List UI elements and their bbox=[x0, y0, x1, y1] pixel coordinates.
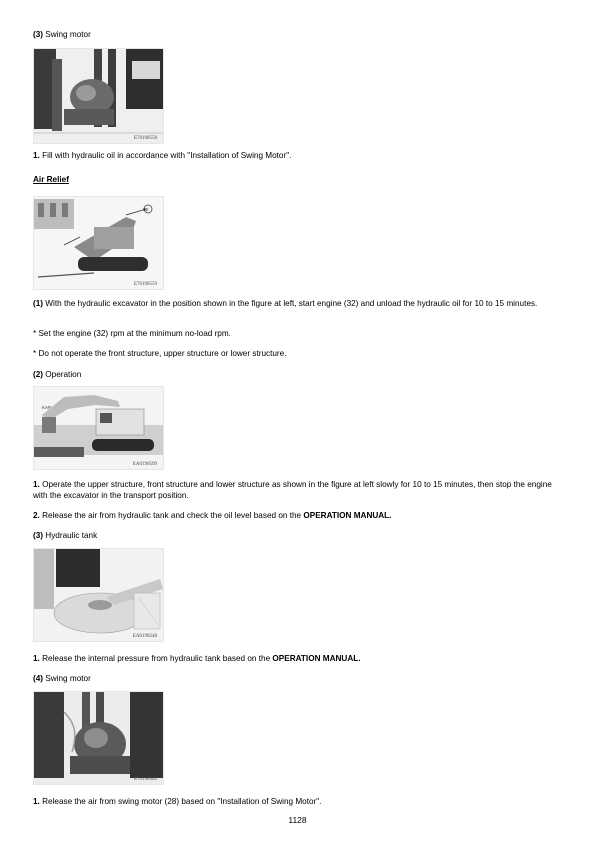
figure-caption: E70190562 bbox=[133, 777, 157, 782]
step-text: 1. Fill with hydraulic oil in accordance with "Installation of Swing Motor". bbox=[33, 151, 292, 160]
figure-caption: EA0190248 bbox=[132, 634, 157, 639]
note-text: * Do not operate the front structure, upper structure or lower structure. bbox=[33, 349, 287, 358]
callout-32: 32 bbox=[143, 207, 149, 212]
page-number: 1128 bbox=[288, 815, 307, 825]
step-text: 1. Operate the upper structure, front structure and lower structure as shown in the figure at left slowly for 10 to 15 minutes, then stop the engine with the excavator in the transport position. bbox=[33, 480, 552, 500]
step-text: (1) With the hydraulic excavator in the position shown in the figure at left, start engine (32) and unload the hydraulic oil for 10 to 15 minutes. bbox=[33, 299, 538, 308]
excavator-operation-photo bbox=[33, 386, 164, 470]
figure-caption: EA0190599 bbox=[132, 462, 157, 467]
section-heading: (2) Operation bbox=[33, 370, 82, 379]
swing-motor-photo bbox=[33, 48, 164, 144]
section-heading: (3) Hydraulic tank bbox=[33, 531, 98, 540]
figure-caption: E70190558 bbox=[133, 136, 157, 141]
air-relief-heading: Air Relief bbox=[33, 175, 69, 184]
note-text: * Set the engine (32) rpm at the minimum no-load rpm. bbox=[33, 329, 231, 338]
swing-motor-air-release-photo bbox=[33, 691, 164, 785]
step-text: 1. Release the air from swing motor (28) based on "Installation of Swing Motor". bbox=[33, 797, 322, 806]
section-heading: (4) Swing motor bbox=[33, 674, 91, 683]
step-text: 1. Release the internal pressure from hydraulic tank based on the OPERATION MANUAL. bbox=[33, 654, 361, 663]
excavator-position-photo bbox=[33, 196, 164, 290]
figure-caption: E70190559 bbox=[133, 282, 157, 287]
hydraulic-tank-photo bbox=[33, 548, 164, 642]
section-heading: (3) Swing motor bbox=[33, 30, 91, 39]
step-text: 2. Release the air from hydraulic tank and check the oil level based on the OPERATION MANUAL. bbox=[33, 511, 392, 520]
svg-text:KAP: KAP bbox=[42, 405, 52, 410]
